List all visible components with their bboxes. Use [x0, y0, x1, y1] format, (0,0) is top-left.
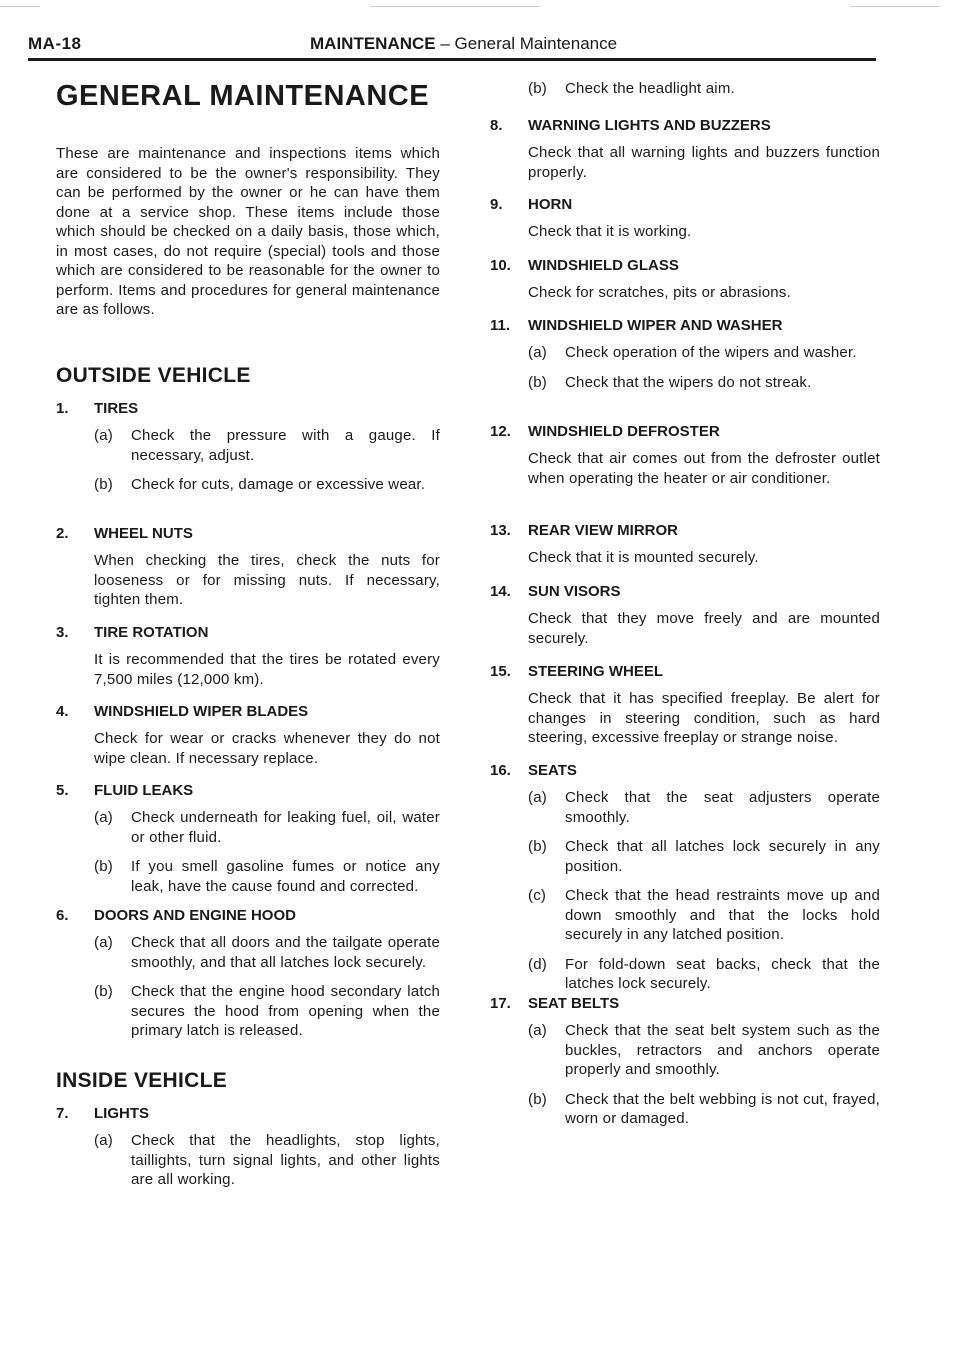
item-title: WINDSHIELD GLASS [528, 257, 679, 274]
item-title: HORN [528, 196, 573, 213]
sub-text: For fold-down seat backs, check that the latches lock securely. [565, 955, 880, 992]
sub-letter: (b) [528, 838, 547, 855]
sub-letter: (a) [94, 1132, 113, 1149]
item-lights [56, 1104, 440, 1190]
item-doors-hood [56, 906, 440, 1041]
sub-text: Check operation of the wipers and washer. [565, 344, 857, 361]
item-horn [490, 195, 880, 242]
sub-letter: (b) [528, 1090, 547, 1108]
intro-paragraph: These are maintenance and inspections items which are considered to be the owner's responsibility. They can be performed by the owner or he can have them done at a service shop. These items include those which should be checked on a daily basis, those which, in most cases, do not require (special) tools and those which are considered to be reasonable for the owner to perform. Items and procedures for general maintenance are as follows. [56, 145, 440, 318]
sub-text: Check that the head restraints move up and down smoothly and that the locks hold securely in any latched position. [565, 887, 880, 943]
item-text: Check for scratches, pits or abrasions. [528, 284, 791, 301]
item-defroster [490, 422, 880, 488]
sub-item [94, 857, 440, 896]
sub-letter: (b) [94, 858, 113, 875]
header-rule [28, 58, 876, 61]
item-text: It is recommended that the tires be rotated every 7,500 miles (12,000 km). [94, 651, 440, 688]
sub-item [94, 982, 440, 1041]
sub-letter: (b) [94, 983, 113, 1000]
item-title: SUN VISORS [528, 583, 621, 600]
item-text: Check that air comes out from the defroster outlet when operating the heater or air conditioner. [528, 450, 880, 487]
page-number: MA-18 [28, 34, 82, 53]
item-title: WARNING LIGHTS AND BUZZERS [528, 117, 771, 134]
sub-text: Check underneath for leaking fuel, oil, water or other fluid. [131, 809, 440, 846]
item-text: Check that it has specified freeplay. Be alert for changes in steering condition, such as hard steering, excessive freeplay or strange noise. [528, 690, 880, 746]
sub-letter: (a) [94, 934, 113, 951]
sub-item [94, 426, 440, 465]
sub-item [528, 79, 880, 99]
item-number: 13. [490, 522, 511, 539]
section-heading-inside: INSIDE VEHICLE [56, 1069, 228, 1092]
sub-item [94, 475, 440, 495]
sub-item [528, 788, 880, 827]
scan-edge-line [370, 6, 540, 7]
sub-letter: (a) [528, 344, 547, 361]
sub-text: If you smell gasoline fumes or notice any leak, have the cause found and corrected. [131, 858, 440, 895]
item-windshield-glass [490, 256, 880, 303]
sub-item [94, 1131, 440, 1190]
item-fluid-leaks [56, 781, 440, 896]
sub-text: Check that the seat belt system such as the buckles, retractors and anchors operate properly and smoothly. [565, 1022, 880, 1078]
item-title: FLUID LEAKS [94, 782, 194, 799]
item-wiper-blades [56, 702, 440, 768]
item-number: 8. [490, 117, 503, 134]
sub-text: Check that the headlights, stop lights, taillights, turn signal lights, and other lights are all working. [131, 1132, 440, 1188]
item-wheel-nuts [56, 524, 440, 610]
item-wiper-washer [490, 316, 880, 392]
section-heading-outside: OUTSIDE VEHICLE [56, 364, 251, 387]
item-number: 7. [56, 1105, 69, 1122]
item-rear-view-mirror [490, 521, 880, 568]
item-number: 10. [490, 257, 511, 274]
sub-item [94, 808, 440, 847]
item-tire-rotation [56, 623, 440, 689]
item-number: 12. [490, 423, 511, 440]
sub-letter: (a) [94, 809, 113, 826]
item-warning-lights [490, 116, 880, 182]
item-number: 4. [56, 703, 69, 720]
item-steering-wheel [490, 662, 880, 748]
sub-text: Check that the engine hood secondary latch secures the hood from opening when the primary latch is released. [131, 983, 440, 1039]
scan-edge-line [0, 6, 40, 7]
item-title: REAR VIEW MIRROR [528, 522, 678, 539]
item-number: 14. [490, 583, 511, 600]
sub-text: Check the pressure with a gauge. If necessary, adjust. [131, 427, 440, 464]
running-title [310, 34, 617, 54]
sub-text: Check that all doors and the tailgate operate smoothly, and that all latches lock securely. [131, 934, 440, 971]
sub-text: Check that all latches lock securely in any position. [565, 838, 880, 875]
item-text: Check that all warning lights and buzzers function properly. [528, 144, 880, 181]
item-tires [56, 399, 440, 495]
item-title: DOORS AND ENGINE HOOD [94, 907, 296, 924]
sub-text: Check that the seat adjusters operate smoothly. [565, 789, 880, 826]
sub-letter: (c) [528, 887, 547, 904]
sub-letter: (b) [528, 373, 547, 391]
sub-item [528, 837, 880, 876]
running-section: MAINTENANCE [310, 34, 436, 53]
item-title: WINDSHIELD WIPER BLADES [94, 703, 309, 720]
item-title: TIRES [94, 400, 139, 417]
sub-text: Check that the belt webbing is not cut, frayed, worn or damaged. [565, 1090, 880, 1127]
item-title: TIRE ROTATION [94, 624, 209, 641]
item-number: 1. [56, 400, 69, 417]
sub-item [94, 933, 440, 972]
sub-text: Check the headlight aim. [565, 80, 735, 97]
item-title: WINDSHIELD WIPER AND WASHER [528, 317, 783, 334]
sub-letter: (d) [528, 955, 547, 973]
item-title: WINDSHIELD DEFROSTER [528, 423, 720, 440]
item-title: WHEEL NUTS [94, 525, 193, 542]
sub-item [528, 1021, 880, 1080]
item-text: Check that it is working. [528, 223, 692, 240]
item-lights-continued [490, 72, 880, 99]
item-number: 17. [490, 995, 511, 1012]
sub-letter: (a) [528, 1022, 547, 1039]
item-seats [490, 761, 880, 994]
item-title: SEATS [528, 762, 577, 779]
sub-letter: (a) [94, 427, 113, 444]
item-sun-visors [490, 582, 880, 648]
item-number: 15. [490, 663, 511, 680]
page-title: GENERAL MAINTENANCE [56, 80, 430, 112]
item-number: 6. [56, 907, 69, 924]
item-seat-belts [490, 994, 880, 1129]
scan-edge-line [850, 6, 940, 7]
item-number: 3. [56, 624, 69, 641]
item-title: SEAT BELTS [528, 995, 620, 1012]
sub-item [528, 343, 880, 363]
item-number: 11. [490, 317, 511, 334]
item-text: Check for wear or cracks whenever they do not wipe clean. If necessary replace. [94, 730, 440, 767]
item-number: 9. [490, 196, 503, 213]
page-header [28, 34, 876, 60]
sub-letter: (b) [94, 476, 113, 493]
sub-letter: (a) [528, 789, 547, 806]
running-separator: – [435, 34, 455, 53]
item-title: STEERING WHEEL [528, 663, 664, 680]
sub-text: Check that the wipers do not streak. [565, 373, 812, 391]
sub-text: Check for cuts, damage or excessive wear. [131, 476, 426, 493]
sub-item [528, 373, 880, 393]
item-number: 16. [490, 762, 511, 779]
sub-item [528, 955, 880, 994]
item-number: 5. [56, 782, 69, 799]
item-title: LIGHTS [94, 1105, 149, 1122]
sub-item [528, 1090, 880, 1129]
item-text: Check that it is mounted securely. [528, 549, 759, 566]
item-text: Check that they move freely and are mounted securely. [528, 610, 880, 647]
item-text: When checking the tires, check the nuts for looseness or for missing nuts. If necessary, tighten them. [94, 552, 440, 608]
running-subsection: General Maintenance [454, 34, 618, 53]
sub-letter: (b) [528, 80, 547, 97]
item-number: 2. [56, 525, 69, 542]
sub-item [528, 886, 880, 945]
